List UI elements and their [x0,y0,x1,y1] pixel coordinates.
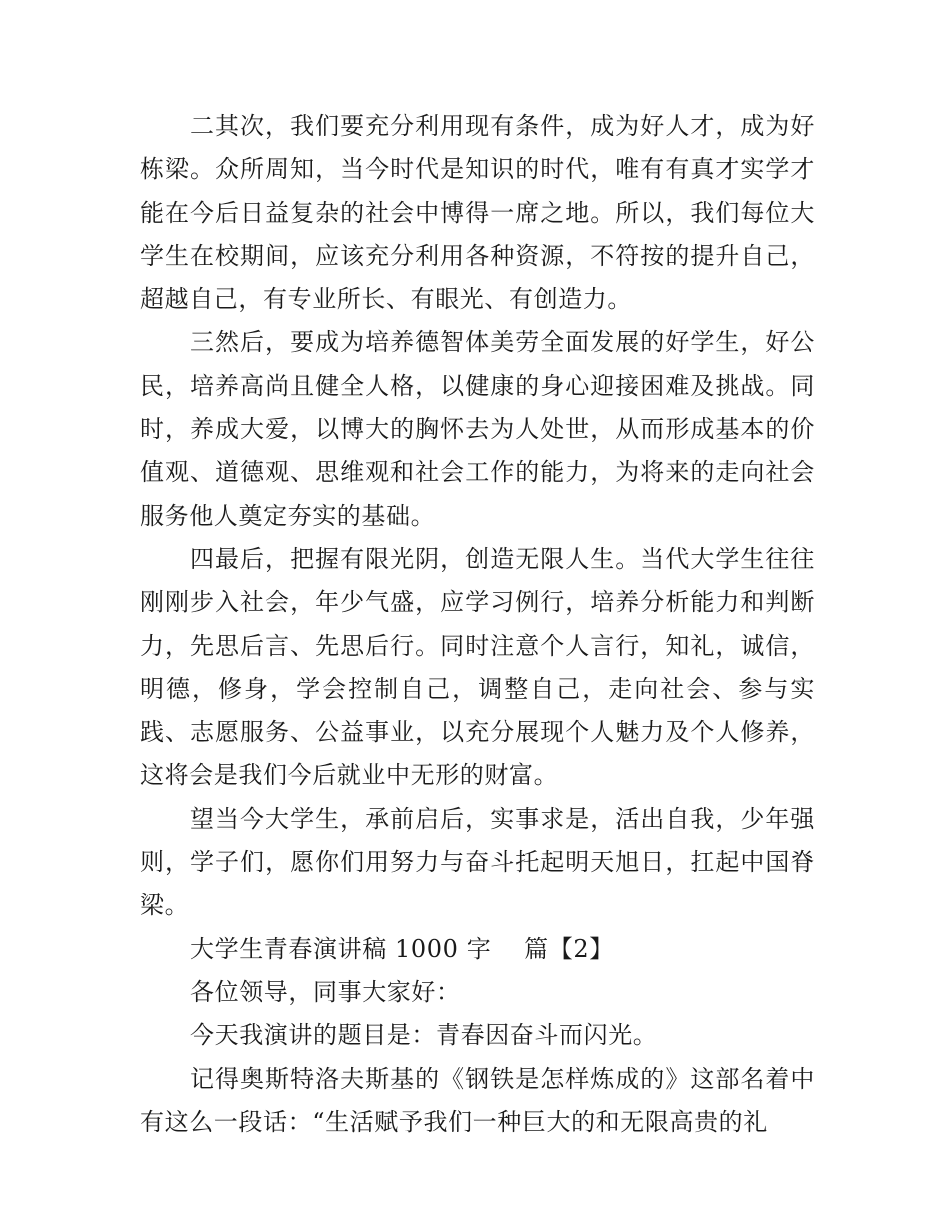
paragraph-quote: 记得奥斯特洛夫斯基的《钢铁是怎样炼成的》这部名着中有这么一段话：“生活赋予我们一种巨大的和无限高贵的礼 [140,1064,815,1136]
paragraph-secondly: 二其次，我们要充分利用现有条件，成为好人才，成为好栋梁。众所周知，当今时代是知识的时代，唯有有真才实学才能在今后日益复杂的社会中博得一席之地。所以，我们每位大学生在校期间，应该充分利用各种资源，不符按的提升自己，超越自己，有专业所长、有眼光、有创造力。 [140,112,815,314]
document-body [140,105,815,1144]
paragraph-hope: 望当今大学生，承前启后，实事求是，活出自我，少年强则，学子们，愿你们用努力与奋斗托起明天旭日，扛起中国脊梁。 [140,804,815,920]
paragraph-finally: 四最后，把握有限光阴，创造无限人生。当代大学生往往刚刚步入社会，年少气盛，应学习例行，培养分析能力和判断力，先思后言、先思后行。同时注意个人言行，知礼，诚信，明德，修身，学会控制自己，调整自己，走向社会、参与实践、志愿服务、公益事业，以充分展现个人魅力及个人修养，这将会是我们今后就业中无形的财富。 [140,544,815,790]
paragraph-thirdly: 三然后，要成为培养德智体美劳全面发展的好学生，好公民，培养高尚且健全人格，以健康的身心迎接困难及挑战。同时，养成大爱，以博大的胸怀去为人处世，从而形成基本的价值观、道德观、思维观和社会工作的能力，为将来的走向社会服务他人奠定夯实的基础。 [140,328,815,530]
topic-line: 今天我演讲的题目是：青春因奋斗而闪光。 [190,1021,658,1050]
section-heading: 大学生青春演讲稿 1000 字 篇【2】 [190,934,614,963]
greeting-line: 各位领导，同事大家好： [190,977,461,1006]
